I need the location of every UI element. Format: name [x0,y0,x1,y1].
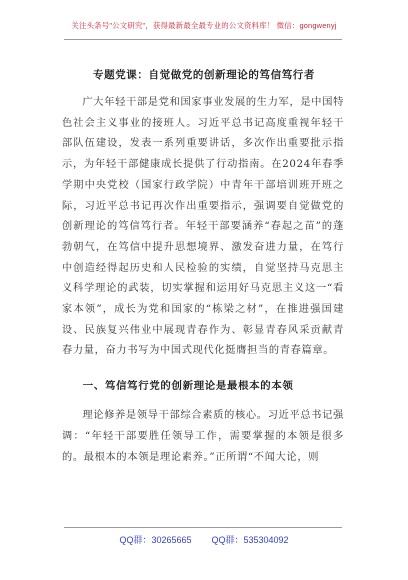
header-banner: 关注头条号"公文研究"，获得最新最全最专业的公文资料库！ 微信：gongwenyj [71,21,337,30]
document-title: 专题党课：自觉做党的创新理论的笃信笃行者 [93,69,315,81]
document-body [62,93,344,468]
footer-qq-group-1: QQ群：30265665 [119,535,192,545]
intro-paragraph: 广大年轻干部是党和国家事业发展的生力军，是中国特色社会主义事业的接班人。习近平总书记高度重视年轻干部队伍建设，发表一系列重要讲话，多次作出重要批示指示，为年轻干部健康成长提供了行动指南。在2024年春季学期中央党校（国家行政学院）中青年干部培训班开班之际，习近平总书记再次作出重要指示，强调要自觉做党的创新理论的笃信笃行者。年轻干部要涵养“春起之苗”的蓬勃朝气，在笃信中提升思想境界、激发奋进力量，在笃行中创造经得起历史和人民检验的实绩，自觉坚持马克思主义科学理论的武装，切实掌握和运用好马克思主义这一“看家本领”，成长为党和国家的“栋梁之材”，在推进强国建设、民族复兴伟业中展现青春作为、彰显青春风采贡献青春力量，奋力书写为中国式现代化挺膺担当的青春篇章。 [62,97,344,357]
header-divider [64,39,342,40]
footer-divider [64,527,342,528]
footer [0,533,408,546]
footer-qq-group-2: QQ群：535304092 [211,535,289,545]
section-heading: 一、笃信笃行党的创新理论是最根本的本领 [82,380,294,393]
section-paragraph: 理论修养是领导干部综合素质的核心。习近平总书记强调：“年轻干部要胜任领导工作，需要掌握的本领是很多的。最根本的本领是理论素养。”正所谓“不闻大论，则 [62,410,344,463]
